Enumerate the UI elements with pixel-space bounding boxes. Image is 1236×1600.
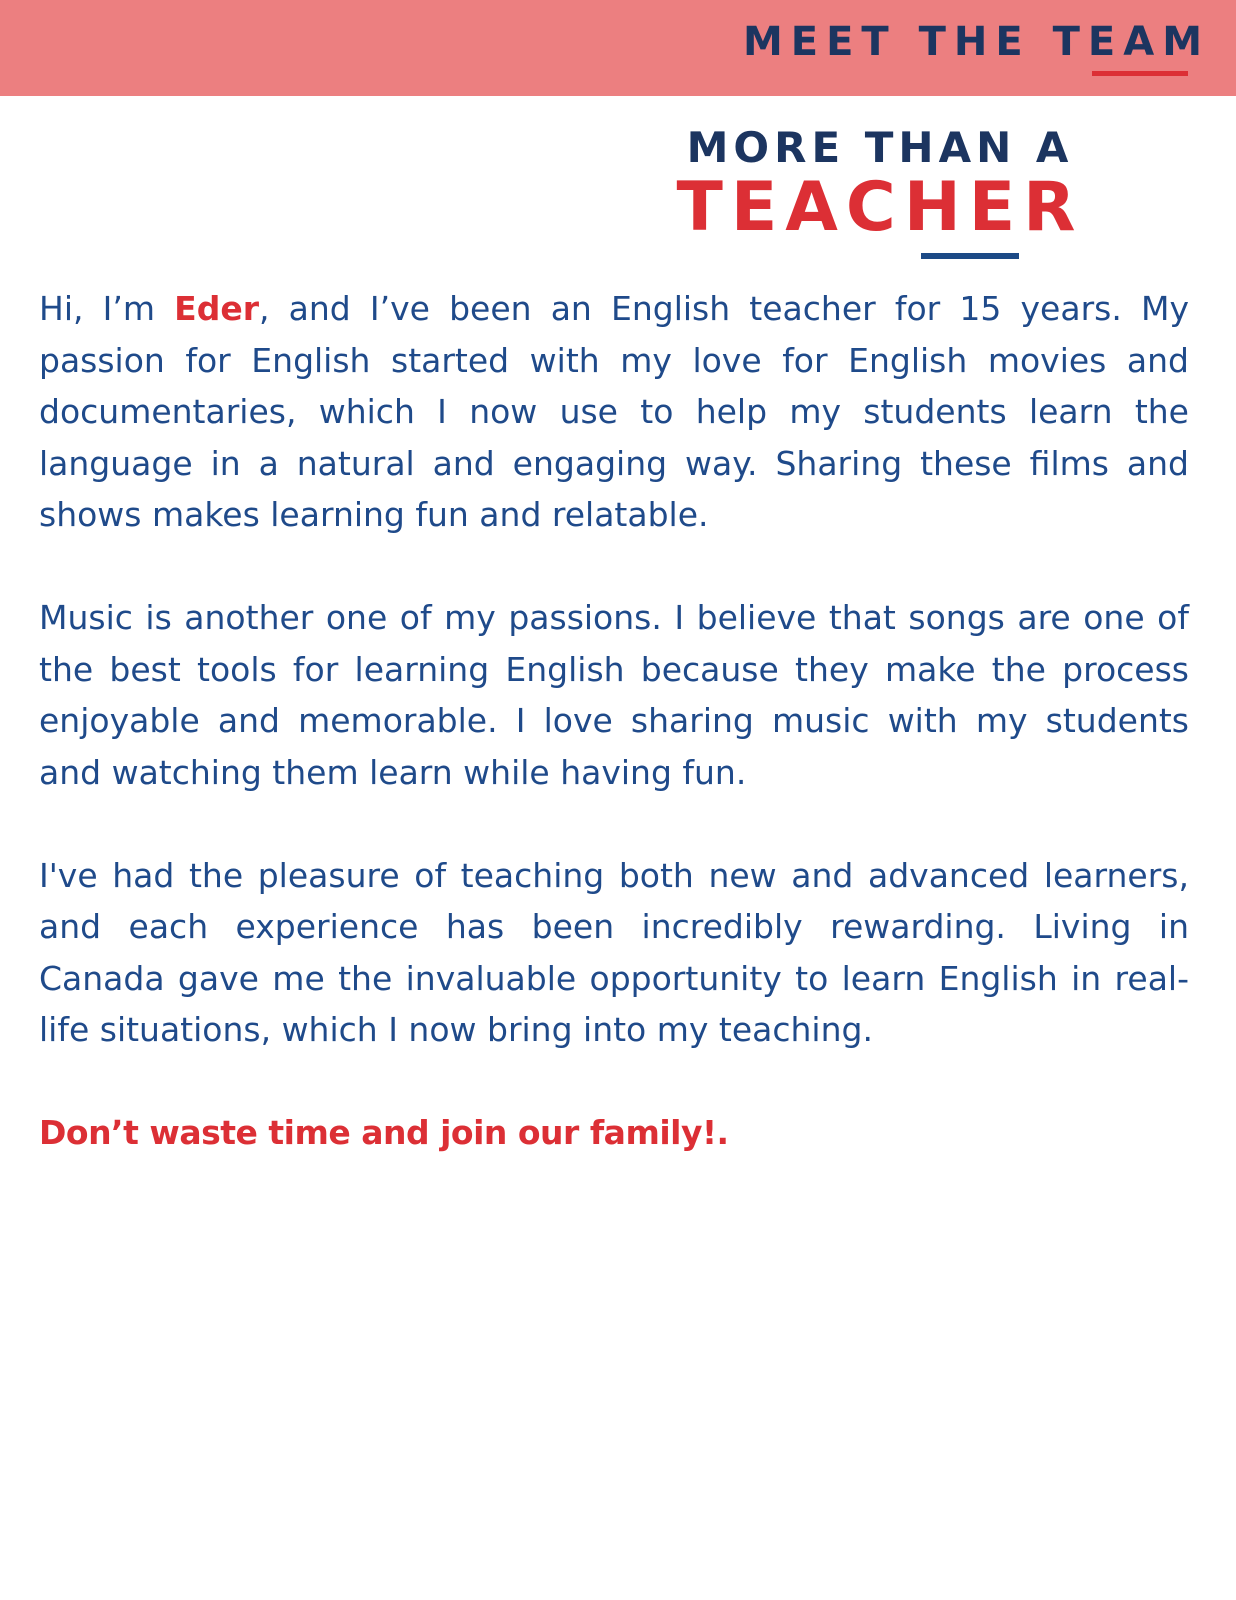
intro-text: , and I’ve been an English teacher for 15 years. My passion for English started with my love for English movies and documentaries, which I now use to help my students learn the language in a natural and engaging way. Sharing these films and shows makes learning fun and relatable. bbox=[39, 289, 1189, 534]
intro-paragraph bbox=[39, 283, 1189, 541]
heading-line-2: TEACHER bbox=[676, 168, 1084, 247]
header-title: MEET THE TEAM bbox=[742, 19, 1210, 65]
header-underline-accent bbox=[1092, 71, 1188, 76]
teacher-name: Eder bbox=[174, 289, 259, 328]
music-paragraph: Music is another one of my passions. I believe that songs are one of the best tools for learning English because they make the process enjoyable and memorable. I love sharing music with my students and watching them learn while having fun. bbox=[39, 598, 1189, 792]
call-to-action: Don’t waste time and join our family!. bbox=[39, 1113, 729, 1152]
heading-line-1: MORE THAN A bbox=[686, 123, 1074, 172]
experience-paragraph: I've had the pleasure of teaching both new and advanced learners, and each experience has been incredibly rewarding. Living in Canada gave me the invaluable opportunity to learn English in real-life situations, which I now bring into my teaching. bbox=[39, 855, 1189, 1049]
intro-prefix: Hi, I’m bbox=[39, 289, 175, 328]
heading-underline-accent bbox=[921, 253, 1019, 259]
page-heading bbox=[620, 122, 1140, 247]
bio-content bbox=[39, 283, 1189, 1210]
